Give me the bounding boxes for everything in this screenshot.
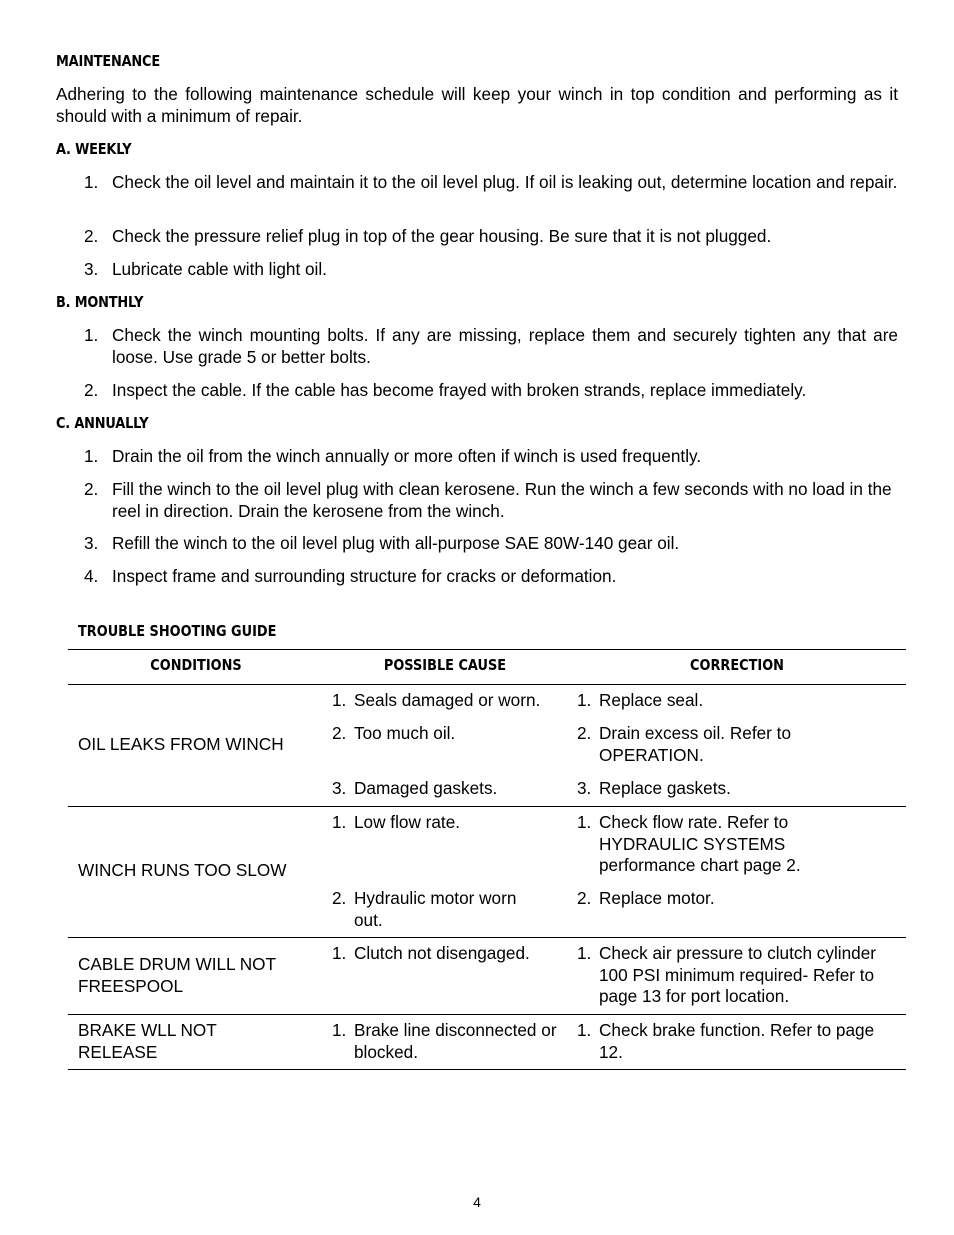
correction-number: 3. (577, 778, 592, 798)
condition-cell: BRAKE WLL NOT RELEASE (78, 1020, 217, 1062)
annually-item (84, 479, 898, 522)
cause-item (332, 723, 567, 745)
annually-heading: C. ANNUALLY (56, 414, 149, 432)
item-text: Fill the winch to the oil level plug with clean kerosene. Run the winch a few seconds with no load in the reel in direction. Drain the kerosene from the winch. (112, 479, 892, 521)
correction-item (577, 723, 827, 766)
cause-number: 1. (332, 943, 347, 963)
item-number: 1. (84, 172, 99, 192)
page-number: 4 (473, 1194, 481, 1210)
cause-item (332, 778, 567, 800)
header-correction: CORRECTION (690, 656, 784, 674)
correction-text: Check air pressure to clutch cylinder 100 PSI minimum required- Refer to page 13 for port location. (599, 943, 877, 1006)
correction-number: 1. (577, 943, 592, 963)
cause-text: Hydraulic motor worn out. (354, 888, 517, 930)
correction-item (577, 943, 902, 1008)
condition-cell: WINCH RUNS TOO SLOW (78, 860, 287, 880)
cause-text: Brake line disconnected or blocked. (354, 1020, 557, 1062)
item-number: 1. (84, 446, 99, 466)
correction-number: 1. (577, 690, 592, 710)
item-number: 3. (84, 259, 99, 279)
item-text: Inspect frame and surrounding structure for cracks or deformation. (112, 566, 617, 586)
cause-number: 2. (332, 723, 347, 743)
cause-number: 3. (332, 778, 347, 798)
cause-item (332, 812, 567, 834)
condition-cell: OIL LEAKS FROM WINCH (78, 734, 284, 754)
cause-item (332, 690, 567, 712)
weekly-item (84, 172, 898, 194)
item-number: 2. (84, 479, 99, 499)
maintenance-intro: Adhering to the following maintenance schedule will keep your winch in top condition and performing as it should with a minimum of repair. (56, 84, 898, 126)
cause-number: 1. (332, 690, 347, 710)
monthly-item (84, 325, 898, 368)
item-number: 3. (84, 533, 99, 553)
correction-item (577, 888, 827, 910)
item-text: Check the winch mounting bolts. If any are missing, replace them and securely tighten any that are loose. Use grade 5 or better bolts. (112, 325, 898, 367)
weekly-item (84, 226, 898, 248)
cause-item (332, 943, 567, 965)
trouble-shooting-title: TROUBLE SHOOTING GUIDE (78, 622, 277, 640)
correction-text: Check flow rate. Refer to HYDRAULIC SYSTEMS performance chart page 2. (599, 812, 801, 875)
cause-text: Damaged gaskets. (354, 778, 498, 798)
correction-number: 2. (577, 723, 592, 743)
item-number: 4. (84, 566, 99, 586)
table-rule (68, 1014, 906, 1015)
item-text: Drain the oil from the winch annually or more often if winch is used frequently. (112, 446, 702, 466)
item-text: Refill the winch to the oil level plug with all-purpose SAE 80W-140 gear oil. (112, 533, 680, 553)
correction-number: 2. (577, 888, 592, 908)
correction-text: Check brake function. Refer to page 12. (599, 1020, 875, 1062)
correction-item (577, 690, 827, 712)
monthly-item (84, 380, 898, 402)
item-text: Inspect the cable. If the cable has become frayed with broken strands, replace immediately. (112, 380, 807, 400)
correction-item (577, 778, 827, 800)
table-rule (68, 1069, 906, 1070)
annually-item (84, 446, 898, 468)
item-number: 2. (84, 226, 99, 246)
correction-item (577, 1020, 902, 1063)
table-rule (68, 684, 906, 685)
cause-text: Clutch not disengaged. (354, 943, 530, 963)
correction-item (577, 812, 827, 877)
header-possible-cause: POSSIBLE CAUSE (383, 656, 507, 674)
correction-text: Replace motor. (599, 888, 715, 908)
item-text: Lubricate cable with light oil. (112, 259, 327, 279)
header-conditions: CONDITIONS (150, 656, 242, 674)
maintenance-heading: MAINTENANCE (56, 52, 160, 70)
correction-text: Replace seal. (599, 690, 704, 710)
annually-item (84, 533, 898, 555)
correction-number: 1. (577, 1020, 592, 1040)
monthly-heading: B. MONTHLY (56, 293, 144, 311)
table-rule (68, 806, 906, 807)
annually-item (84, 566, 898, 588)
weekly-heading: A. WEEKLY (56, 140, 132, 158)
table-rule (68, 937, 906, 938)
cause-item (332, 888, 542, 931)
cause-number: 1. (332, 1020, 347, 1040)
item-text: Check the oil level and maintain it to the oil level plug. If oil is leaking out, determine location and repair. (112, 172, 898, 192)
weekly-item (84, 259, 898, 281)
cause-text: Seals damaged or worn. (354, 690, 541, 710)
condition-cell: CABLE DRUM WILL NOT FREESPOOL (78, 954, 276, 996)
cause-number: 2. (332, 888, 347, 908)
correction-text: Replace gaskets. (599, 778, 731, 798)
correction-number: 1. (577, 812, 592, 832)
correction-text: Drain excess oil. Refer to OPERATION. (599, 723, 791, 765)
item-number: 1. (84, 325, 99, 345)
cause-item (332, 1020, 567, 1063)
item-number: 2. (84, 380, 99, 400)
table-rule (68, 649, 906, 650)
cause-text: Low flow rate. (354, 812, 461, 832)
cause-text: Too much oil. (354, 723, 456, 743)
item-text: Check the pressure relief plug in top of the gear housing. Be sure that it is not plugged. (112, 226, 772, 246)
cause-number: 1. (332, 812, 347, 832)
